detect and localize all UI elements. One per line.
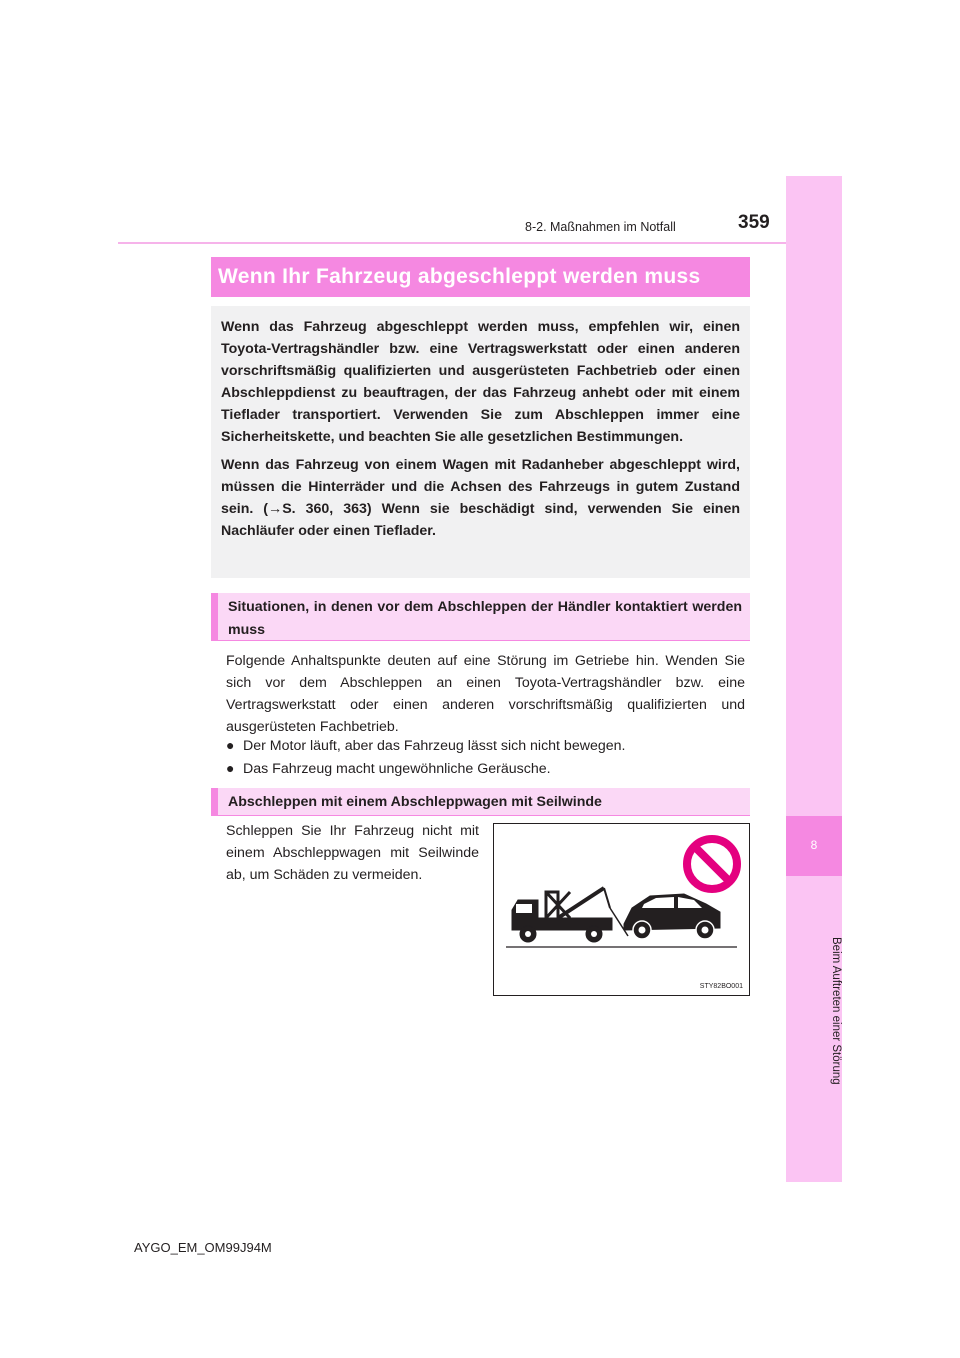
figure-code: STY82BO001 <box>699 983 743 990</box>
bullet-icon: ● <box>226 760 235 776</box>
bullet-text: Das Fahrzeug macht ungewöhnliche Geräusche. <box>243 761 551 777</box>
prohibition-sign-icon <box>687 839 737 889</box>
main-heading: Wenn Ihr Fahrzeug abgeschleppt werden muss <box>211 257 750 297</box>
chapter-number: 8 <box>810 838 818 852</box>
intro-box <box>211 306 750 578</box>
intro-paragraph-2: Wenn das Fahrzeug von einem Wagen mit Radanheber abgeschleppt wird, müssen die Hinterräder und die Achsen des Fahrzeugs in gutem Zustand sein. (→S. 360, 363) Wenn sie beschädigt sind, verwenden Sie einen Nachläufer oder einen Tieflader. <box>221 457 740 539</box>
bullet-icon: ● <box>226 737 235 753</box>
tow-truck-winch-prohibited-illustration <box>494 824 749 995</box>
list-item <box>226 757 745 780</box>
page-number: 359 <box>738 212 770 233</box>
tow-truck-icon <box>512 888 628 942</box>
list-item <box>226 734 745 757</box>
intro-paragraph-1: Wenn das Fahrzeug abgeschleppt werden muss, empfehlen wir, einen Toyota-Vertragshändler bzw. eine Vertragswerkstatt oder einen anderen vorschriftsmäßig qualifizierten und ausgerüsteten Fachbetrieb oder einen Abschleppdienst zu beauftragen, der das Fahrzeug anhebt oder mit einem Tieflader transportiert. Verwenden Sie zum Abschleppen immer eine Sicherheitskette, und beachten Sie alle gesetzlichen Bestimmungen. <box>221 319 740 445</box>
winch-towing-text: Schleppen Sie Ihr Fahrzeug nicht mit einem Abschleppwagen mit Seilwinde ab, um Schäden zu vermeiden. <box>226 823 479 883</box>
section-title: 8-2. Maßnahmen im Notfall <box>525 220 676 234</box>
subheading-winch-towing: Abschleppen mit einem Abschleppwagen mit Seilwinde <box>211 788 750 816</box>
car-icon <box>624 894 720 939</box>
chapter-label: Beim Auftreten einer Störung <box>830 937 842 1085</box>
subheading-dealer-contact: Situationen, in denen vor dem Abschleppen der Händler kontaktiert werden muss <box>211 593 750 641</box>
dealer-contact-text: Folgende Anhaltspunkte deuten auf eine Störung im Getriebe hin. Wenden Sie sich vor dem Abschleppen an einen Toyota-Vertragshändler bzw. eine Vertragswerkstatt oder einen anderen vorschriftsmäßig qualifizierten und ausgerüsteten Fachbetrieb. <box>226 653 745 735</box>
tow-truck-illustration <box>493 823 750 996</box>
chapter-number-tab <box>786 816 842 876</box>
footer-doc-code: AYGO_EM_OM99J94M <box>134 1240 272 1255</box>
header-divider <box>118 242 786 244</box>
bullet-text: Der Motor läuft, aber das Fahrzeug lässt sich nicht bewegen. <box>243 738 626 754</box>
